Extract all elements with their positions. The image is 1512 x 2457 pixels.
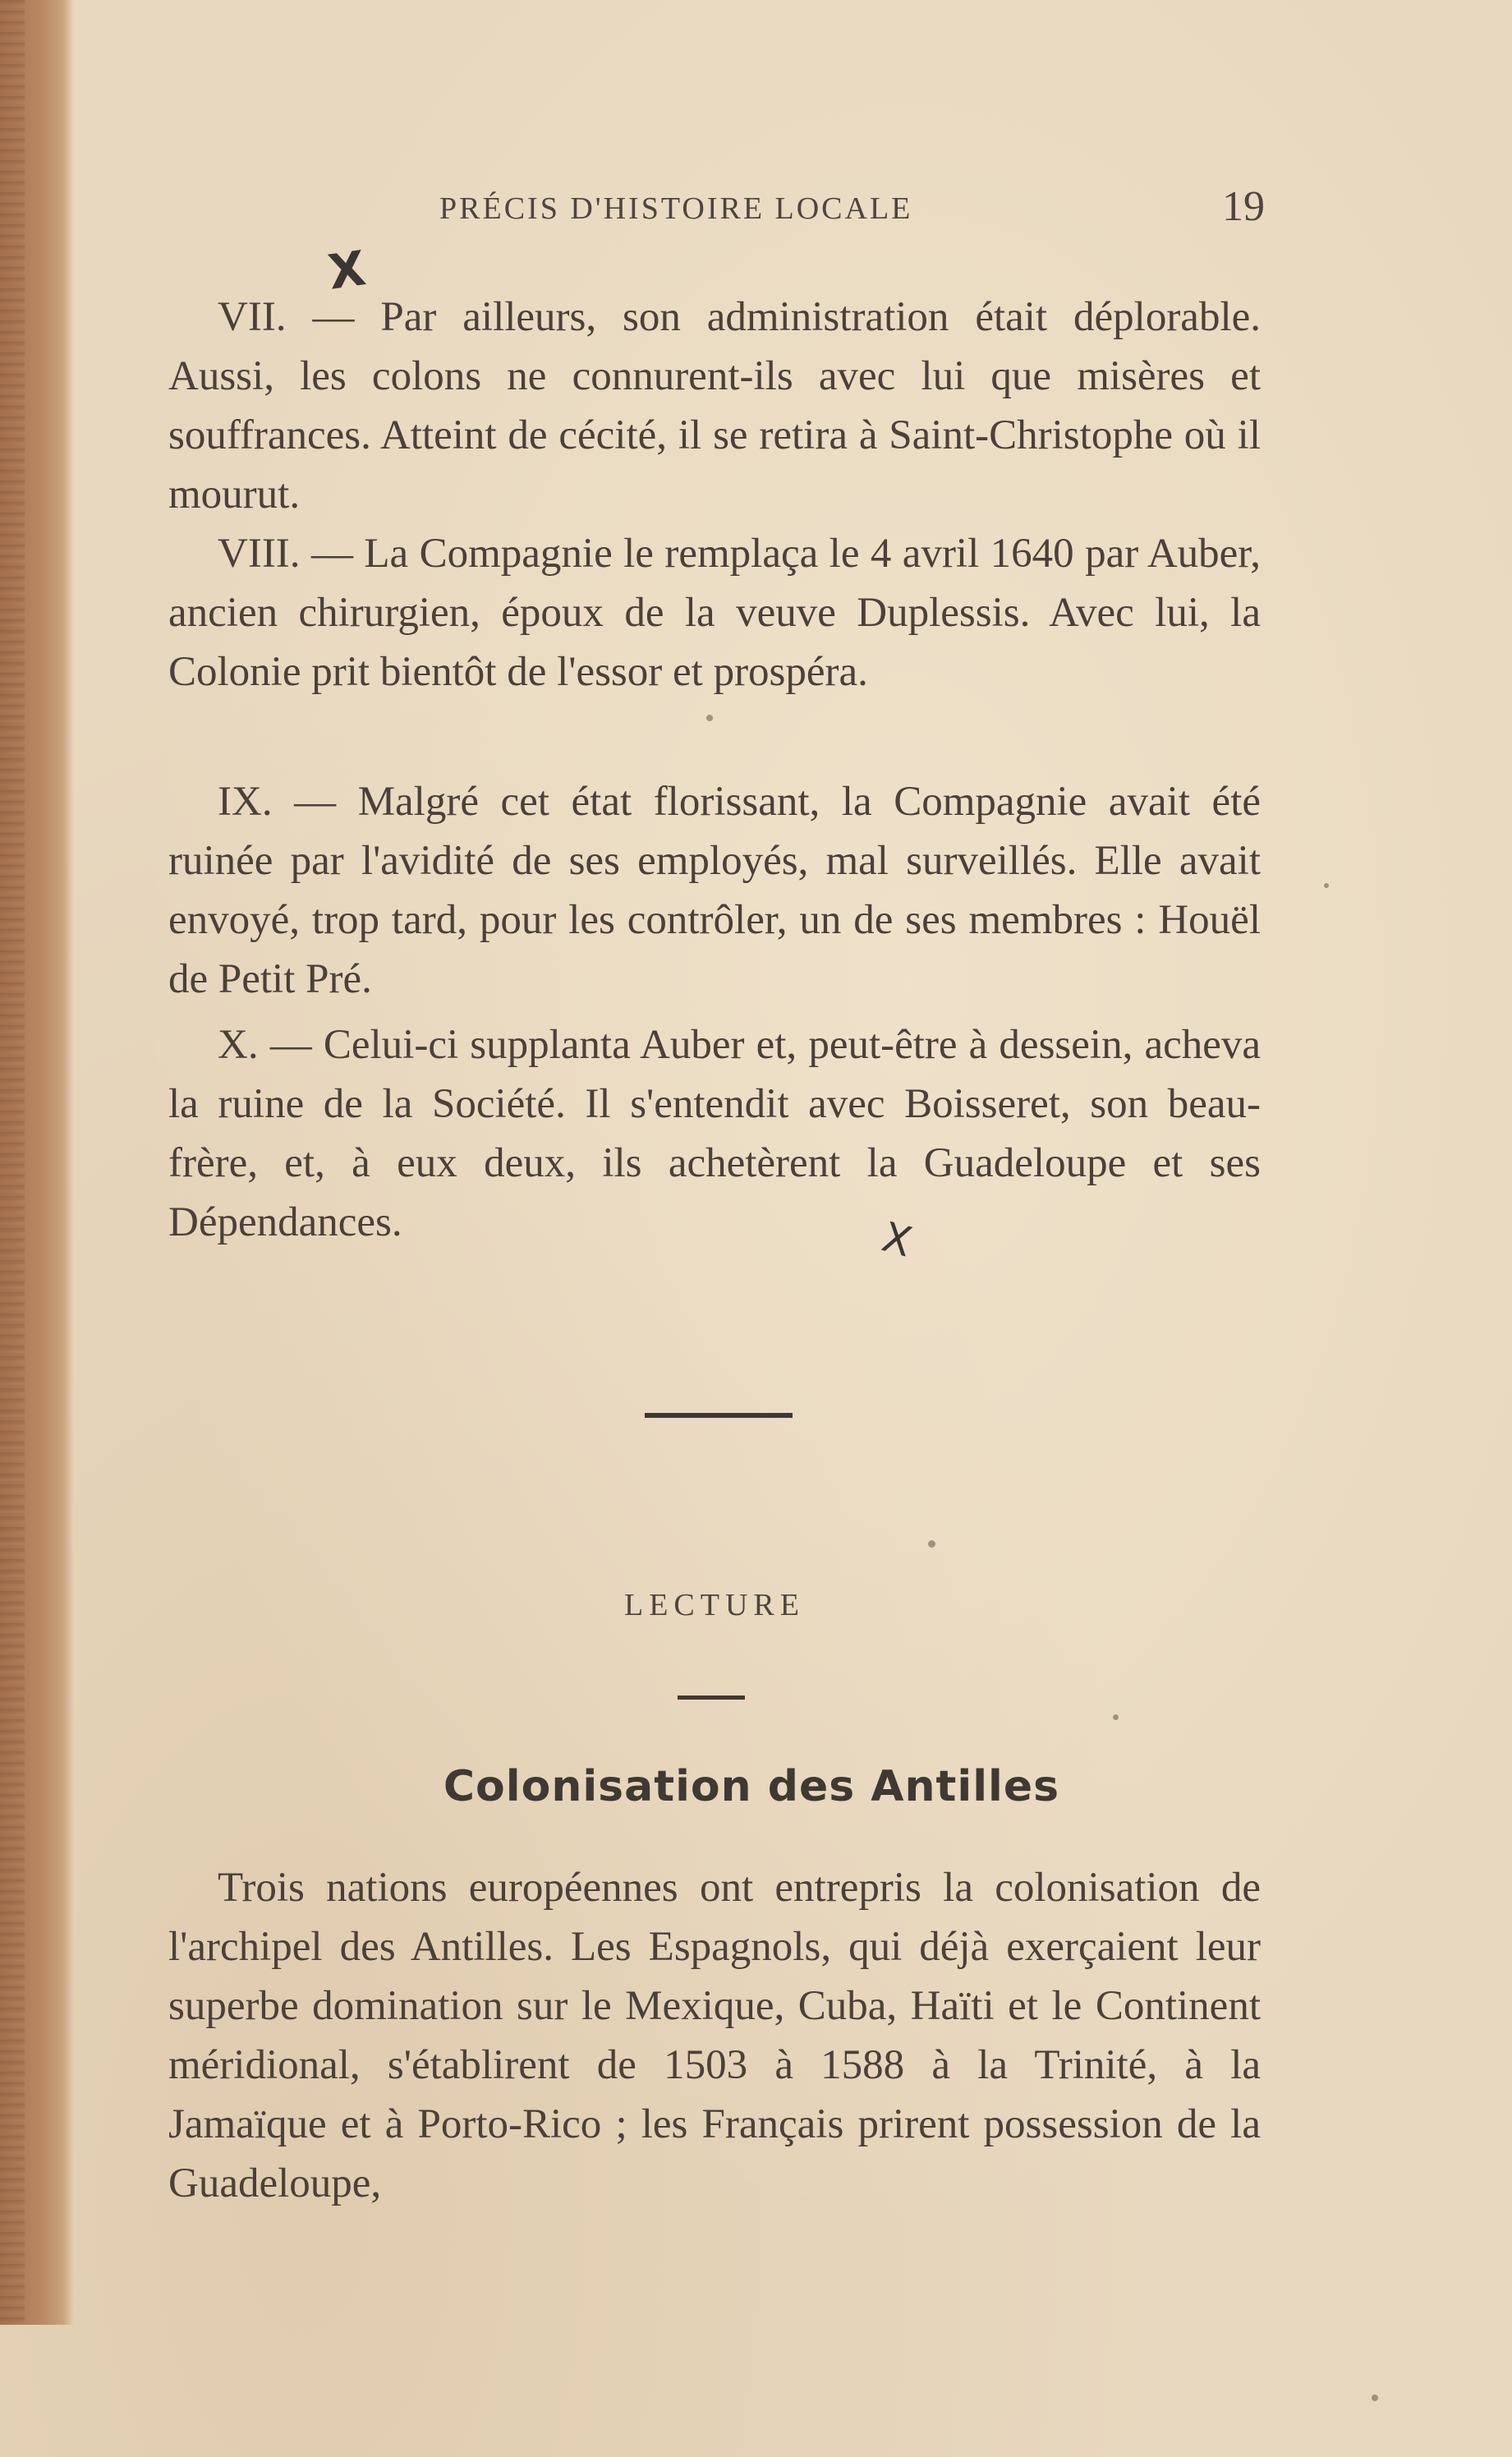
- section-divider-rule: [645, 1413, 793, 1418]
- running-head-title: PRÉCIS D'HISTOIRE LOCALE: [439, 191, 913, 226]
- paper-speck: [1324, 883, 1329, 888]
- paper-speck: [1372, 2395, 1378, 2401]
- paragraph-vii: VII. — Par ailleurs, son administration était déplorable. Aussi, les colons ne connurent-ils avec lui que misères et souffrances. Atteint de cécité, il se retira à Saint-Christophe où il mourut.: [168, 294, 1261, 518]
- reading-body-paragraph: Trois nations européennes ont entrepris la colonisation de l'archipel des Antilles. Les Espagnols, qui déjà exerçaient leur superbe domination sur le Mexique, Cuba, Haïti et le Continent méridional, s'établirent de 1503 à 1588 à la Trinité, à la Jamaïque et à Porto-Rico ; les Français prirent possession de la Guadeloupe,: [168, 1865, 1261, 2206]
- paper-speck: [706, 715, 713, 721]
- pen-mark-bottom-icon: X: [877, 1212, 917, 1267]
- reading-divider-rule: [678, 1696, 745, 1700]
- paragraph-ix: IX. — Malgré cet état florissant, la Compagnie avait été ruinée par l'avidité de ses employés, mal surveillés. Elle avait envoyé, trop tard, pour les contrôler, un de ses membres : Houël de Petit Pré.: [168, 779, 1261, 1002]
- pen-mark-top-icon: X: [324, 240, 370, 301]
- section-title: Colonisation des Antilles: [443, 1762, 1060, 1811]
- page-number: 19: [1222, 183, 1265, 230]
- paragraph-viii: VIII. — La Compagnie le remplaça le 4 avril 1640 par Auber, ancien chirurgien, époux de la veuve Duplessis. Avec lui, la Colonie prit bientôt de l'essor et prospéra.: [168, 531, 1261, 695]
- running-head: [164, 182, 1265, 240]
- paragraph-x: X. — Celui-ci supplanta Auber et, peut-être à dessein, acheva la ruine de la Société. Il s'entendit avec Boisseret, son beau-frère, et, à eux deux, ils achetèrent la Guadeloupe et ses Dépendances.: [168, 1022, 1261, 1245]
- paper-speck: [1113, 1714, 1119, 1720]
- reading-label: LECTURE: [624, 1588, 805, 1622]
- binding-edge: [0, 0, 74, 2325]
- paper-speck: [928, 1540, 935, 1548]
